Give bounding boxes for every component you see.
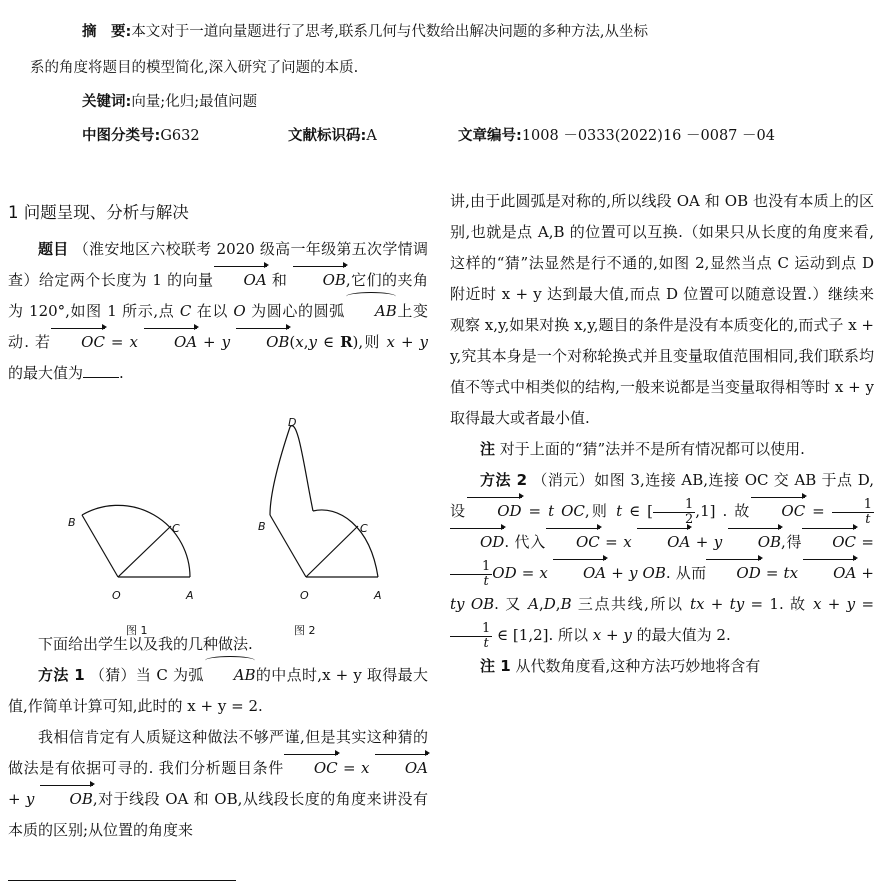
continuation-paragraph: 讲,由于此圆弧是对称的,所以线段 OA 和 OB 也没有本质上的区别,也就是点 A,B 的位置可以互换.（如果只从长度的角度来看,这样的“猜”法显然是行不通的,如图 2,显然当点 C 运动到点 D 附近时 x + y 达到最大值,而点 D 位置可以随意设置.）继续来观察 x,y,如果对换 x,y,题目的条件是没有本质变化的,而式子 x + y,究其本身是一个对称轮换式并且变量取值范围相同,我们联系均值不等式中相类似的结构,一般来说都是当变量取得相等时 x + y 取得最大或者最小值. [450, 192, 874, 427]
abstract [30, 22, 861, 42]
keywords [30, 92, 861, 112]
section-title: 1 问题呈现、分析与解决 [8, 203, 189, 222]
fig1-caption: 图 1 [126, 624, 148, 637]
note-paragraph: 注 对于上面的“猜”法并不是所有情况都可以使用. [480, 440, 805, 458]
left-column [8, 196, 428, 846]
fig2-label-o: O [300, 589, 309, 602]
fig2-caption: 图 2 [294, 624, 316, 637]
method1-paragraph: 方法 1 （猜）当 C 为弧 AB的中点时,x + y 取得最大值,作简单计算可知,此时的 x + y = 2. [8, 660, 428, 722]
right-column [450, 186, 874, 682]
fig2-label-b: B [258, 520, 266, 533]
abstract-text-2: 系的角度将题目的模型简化,深入研究了问题的本质. [30, 60, 359, 76]
article-no: 文章编号:1008 －0333(2022)16 －0087 －04 [458, 128, 775, 144]
method2-paragraph: 方法 2 （消元）如图 3,连接 AB,连接 OC 交 AB 于点 D,设 OD = t OC,则 t ∈ [ $\frac{1}{2}$ ,1] . 故 OC = $\frac{1}{t}$ OD. 代入 OC = x OA + y OB,得 OC = $\frac{1}{t}$ OD = x OA + y OB. 从而 OD = tx OA + ty OB. 又 A,D,B 三点共线,所以 tx + ty = 1. 故 x + y = $\frac{1}{t}$ ∈ [1,2]. 所以 x + y 的最大值为 2. [450, 471, 875, 651]
figure-2 [270, 426, 378, 577]
abstract-label: 摘 要: [82, 24, 132, 40]
intro-paragraph: 下面给出学生以及我的几种做法. [38, 635, 253, 653]
fig1-label-a: A [186, 589, 194, 602]
note1-paragraph: 注 1 从代数角度看,这种方法巧妙地将含有 [480, 657, 761, 675]
fig2-label-a: A [374, 589, 382, 602]
fig1-label-o: O [112, 589, 121, 602]
fig1-label-c: C [172, 522, 180, 535]
footnote-rule [8, 880, 236, 881]
problem-paragraph: 题目 （淮安地区六校联考 2020 级高一年级第五次学情调查）给定两个长度为 1 的向量 OA 和 OB,它们的夹角为 120°,如图 1 所示,点 C 在以 O 为圆心的圆弧 AB上变动. 若 OC = x OA + y OB(x,y ∈ R),则 x + y 的最大值为 . [8, 240, 429, 382]
clc: 中图分类号:G632 [82, 128, 200, 144]
abstract-cont [30, 58, 861, 78]
fig2-label-d: D [288, 416, 297, 429]
fig1-label-b: B [68, 516, 76, 529]
keywords-text: 向量;化归;最值问题 [131, 94, 258, 110]
figures [8, 397, 428, 637]
doc-code: 文献标识码:A [288, 128, 377, 144]
abstract-text-1: 本文对于一道向量题进行了思考,联系几何与代数给出解决问题的多种方法,从坐标 [131, 24, 649, 40]
fig2-label-c: C [360, 522, 368, 535]
keywords-label: 关键词: [82, 94, 132, 110]
reasoning-paragraph: 我相信肯定有人质疑这种做法不够严谨,但是其实这种猜的做法是有依据可寻的. 我们分析题目条件 OC = x OA + y OB,对于线段 OA 和 OB,从线段长度的角度来讲没有本质的区别;从位置的角度来 [8, 728, 428, 839]
